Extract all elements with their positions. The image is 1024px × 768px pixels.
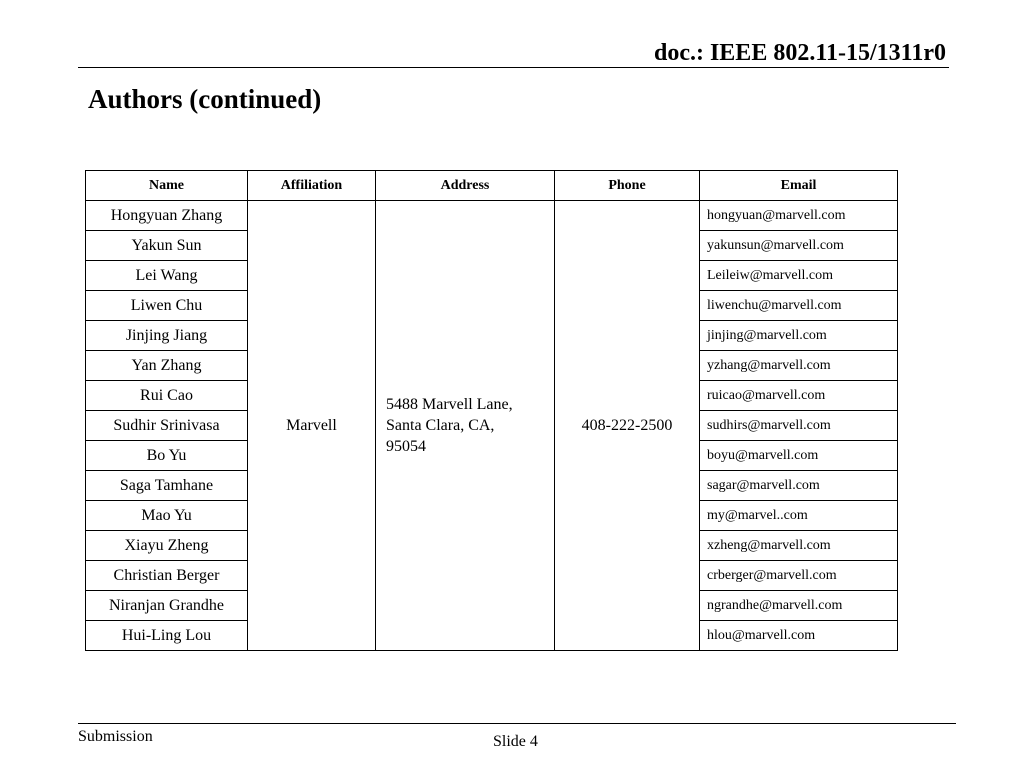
author-name: Sudhir Srinivasa: [86, 411, 248, 441]
author-email: ngrandhe@marvell.com: [700, 591, 898, 621]
slide-title: Authors (continued): [88, 84, 322, 114]
author-email: yzhang@marvell.com: [700, 351, 898, 381]
author-email: crberger@marvell.com: [700, 561, 898, 591]
author-email: sudhirs@marvell.com: [700, 411, 898, 441]
column-header-name: Name: [86, 171, 248, 201]
author-name: Saga Tamhane: [86, 471, 248, 501]
author-email: hongyuan@marvell.com: [700, 201, 898, 231]
table-row: [86, 201, 898, 231]
author-email: my@marvel..com: [700, 501, 898, 531]
author-email: boyu@marvell.com: [700, 441, 898, 471]
author-email: jinjing@marvell.com: [700, 321, 898, 351]
author-email: Leileiw@marvell.com: [700, 261, 898, 291]
author-name: Liwen Chu: [86, 291, 248, 321]
author-name: Hongyuan Zhang: [86, 201, 248, 231]
column-header-phone: Phone: [555, 171, 700, 201]
author-rows: [86, 201, 898, 651]
footer-divider: [78, 723, 956, 724]
author-email: liwenchu@marvell.com: [700, 291, 898, 321]
author-name: Christian Berger: [86, 561, 248, 591]
author-name: Hui-Ling Lou: [86, 621, 248, 651]
author-name: Xiayu Zheng: [86, 531, 248, 561]
author-name: Mao Yu: [86, 501, 248, 531]
table-header-row: [86, 171, 898, 201]
author-email: xzheng@marvell.com: [700, 531, 898, 561]
author-name: Jinjing Jiang: [86, 321, 248, 351]
author-name: Lei Wang: [86, 261, 248, 291]
author-name: Rui Cao: [86, 381, 248, 411]
affiliation-cell: Marvell: [248, 201, 376, 651]
column-header-email: Email: [700, 171, 898, 201]
author-email: sagar@marvell.com: [700, 471, 898, 501]
phone-cell: 408-222-2500: [555, 201, 700, 651]
authors-table: [85, 170, 898, 651]
address-cell: 5488 Marvell Lane, Santa Clara, CA, 95054: [376, 201, 555, 651]
document-id: doc.: IEEE 802.11-15/1311r0: [653, 40, 946, 66]
author-name: Yakun Sun: [86, 231, 248, 261]
slide-number: Slide 4: [493, 733, 538, 750]
footer-submission: Submission: [78, 728, 153, 745]
header-divider: [78, 67, 949, 68]
column-header-affiliation: Affiliation: [248, 171, 376, 201]
author-name: Bo Yu: [86, 441, 248, 471]
author-name: Yan Zhang: [86, 351, 248, 381]
author-email: hlou@marvell.com: [700, 621, 898, 651]
column-header-address: Address: [376, 171, 555, 201]
author-email: yakunsun@marvell.com: [700, 231, 898, 261]
author-email: ruicao@marvell.com: [700, 381, 898, 411]
author-name: Niranjan Grandhe: [86, 591, 248, 621]
